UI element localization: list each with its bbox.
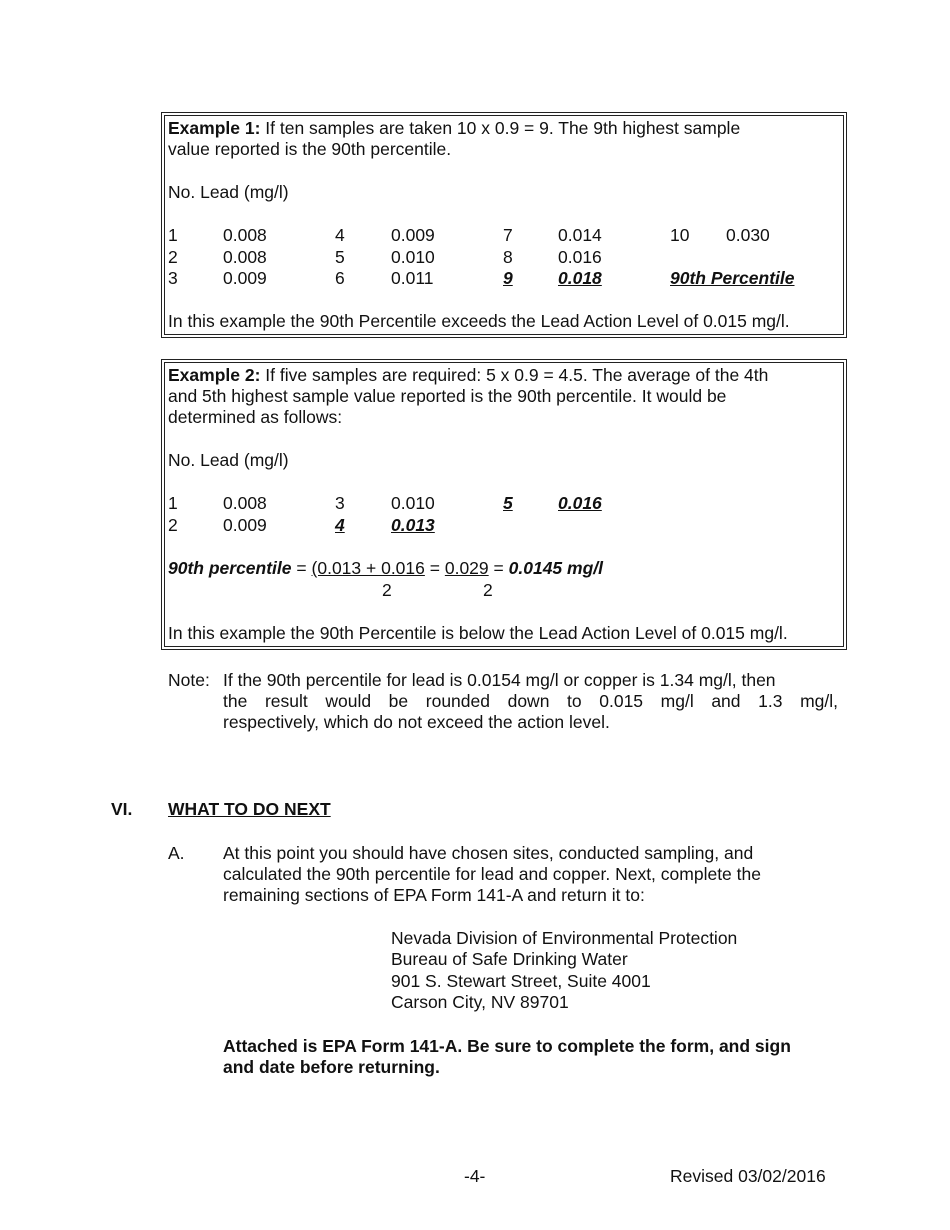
ex1-lead-3: 0.009 bbox=[223, 268, 267, 288]
ex1-no-3: 3 bbox=[168, 268, 178, 288]
ex1-no-9: 9 bbox=[503, 268, 513, 288]
example-1-intro-text: If ten samples are taken 10 x 0.9 = 9. The 9th highest sample bbox=[265, 118, 741, 138]
example-1-header: No. Lead (mg/l) bbox=[168, 182, 289, 202]
ex2-no-2: 2 bbox=[168, 515, 178, 535]
ex1-lead-9: 0.018 bbox=[558, 268, 602, 288]
item-a-label: A. bbox=[168, 843, 185, 863]
example-2-header: No. Lead (mg/l) bbox=[168, 450, 289, 470]
ex1-lead-6: 0.011 bbox=[391, 268, 434, 288]
ex1-lead-4: 0.009 bbox=[391, 225, 435, 245]
ex1-lead-5: 0.010 bbox=[391, 247, 435, 267]
revised-date: Revised 03/02/2016 bbox=[670, 1166, 826, 1186]
item-a-line3: remaining sections of EPA Form 141-A and return it to: bbox=[223, 885, 645, 905]
ex1-lead-1: 0.008 bbox=[223, 225, 267, 245]
formula-eq-3: = bbox=[493, 558, 504, 578]
page-number: -4- bbox=[464, 1166, 486, 1186]
ex2-formula bbox=[168, 558, 603, 579]
example-1-conclusion: In this example the 90th Percentile exceeds the Lead Action Level of 0.015 mg/l. bbox=[168, 311, 790, 331]
ex2-lead-4: 0.013 bbox=[391, 515, 435, 535]
example-2-conclusion: In this example the 90th Percentile is below the Lead Action Level of 0.015 mg/l. bbox=[168, 623, 788, 643]
ex1-lead-7: 0.014 bbox=[558, 225, 602, 245]
note-line1: If the 90th percentile for lead is 0.0154 mg/l or copper is 1.34 mg/l, then bbox=[223, 670, 776, 690]
note-label: Note: bbox=[168, 670, 210, 690]
ex1-lead-10: 0.030 bbox=[726, 225, 770, 245]
section-number: VI. bbox=[111, 799, 133, 819]
ex1-percentile-label: 90th Percentile bbox=[670, 268, 795, 288]
ex2-lead-2: 0.009 bbox=[223, 515, 267, 535]
ex1-no-2: 2 bbox=[168, 247, 178, 267]
address-line-3: 901 S. Stewart Street, Suite 4001 bbox=[391, 971, 651, 991]
ex2-lead-3: 0.010 bbox=[391, 493, 435, 513]
ex2-no-1: 1 bbox=[168, 493, 178, 513]
example-1-intro-line2: value reported is the 90th percentile. bbox=[168, 139, 452, 159]
address-line-2: Bureau of Safe Drinking Water bbox=[391, 949, 628, 969]
ex1-no-6: 6 bbox=[335, 268, 345, 288]
example-2-intro-line3: determined as follows: bbox=[168, 407, 343, 427]
ex2-lead-1: 0.008 bbox=[223, 493, 267, 513]
formula-result: 0.0145 mg/l bbox=[508, 558, 604, 578]
attached-line2: and date before returning. bbox=[223, 1057, 440, 1077]
ex2-lead-5: 0.016 bbox=[558, 493, 602, 513]
formula-label: 90th percentile bbox=[168, 558, 292, 578]
formula-divisor-2: 2 bbox=[483, 580, 493, 600]
address-line-4: Carson City, NV 89701 bbox=[391, 992, 569, 1012]
ex1-lead-8: 0.016 bbox=[558, 247, 602, 267]
section-title: WHAT TO DO NEXT bbox=[168, 799, 331, 819]
ex1-no-7: 7 bbox=[503, 225, 513, 245]
note-line3: respectively, which do not exceed the action level. bbox=[223, 712, 610, 732]
example-1-intro-line1 bbox=[168, 118, 838, 139]
formula-divisor-1: 2 bbox=[382, 580, 392, 600]
attached-line1: Attached is EPA Form 141-A. Be sure to complete the form, and sign bbox=[223, 1036, 791, 1056]
note-line2: the result would be rounded down to 0.015 mg/l and 1.3 mg/l, bbox=[223, 691, 838, 711]
example-2-label: Example 2: bbox=[168, 365, 261, 385]
ex1-lead-2: 0.008 bbox=[223, 247, 267, 267]
ex1-no-1: 1 bbox=[168, 225, 178, 245]
formula-sum: (0.013 + 0.016 bbox=[311, 558, 425, 578]
ex2-no-4: 4 bbox=[335, 515, 345, 535]
example-2-intro-line2: and 5th highest sample value reported is the 90th percentile. It would be bbox=[168, 386, 727, 406]
ex1-no-4: 4 bbox=[335, 225, 345, 245]
example-2-intro-line1 bbox=[168, 365, 768, 386]
formula-eq-2: = bbox=[429, 558, 440, 578]
ex2-no-5: 5 bbox=[503, 493, 513, 513]
ex1-no-8: 8 bbox=[503, 247, 513, 267]
example-1-label: Example 1: bbox=[168, 118, 261, 138]
example-2-intro-text: If five samples are required: 5 x 0.9 = 4.5. The average of the 4th bbox=[265, 365, 769, 385]
formula-eq-1: = bbox=[296, 558, 307, 578]
ex1-no-5: 5 bbox=[335, 247, 345, 267]
formula-total: 0.029 bbox=[444, 558, 489, 578]
item-a-line1: At this point you should have chosen sites, conducted sampling, and bbox=[223, 843, 754, 863]
item-a-line2: calculated the 90th percentile for lead and copper. Next, complete the bbox=[223, 864, 761, 884]
ex2-no-3: 3 bbox=[335, 493, 345, 513]
ex1-no-10: 10 bbox=[670, 225, 690, 245]
address-line-1: Nevada Division of Environmental Protection bbox=[391, 928, 738, 948]
